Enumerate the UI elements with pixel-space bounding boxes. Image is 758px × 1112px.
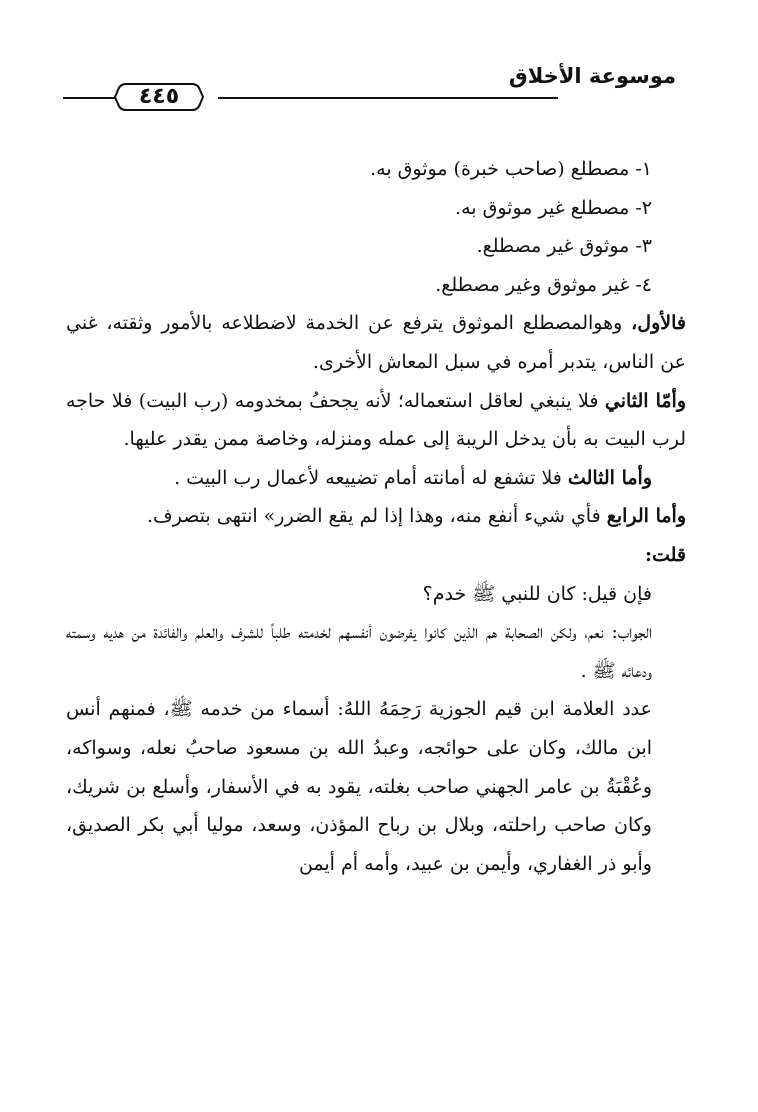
paragraph-first	[66, 304, 686, 381]
list-item-4: ٤- غير موثوق وغير مصطلع.	[435, 273, 652, 296]
page-body	[66, 150, 686, 883]
page-number-badge	[114, 80, 204, 114]
qult-heading: قلت:	[644, 543, 686, 566]
lead-third: وأما الثالث	[567, 466, 652, 489]
book-title: موسوعة الأخلاق	[508, 64, 676, 88]
ibn-qayyim-paragraph: عدد العلامة ابن قيم الجوزية رَحِمَهُ اللهُ: أسماء من خدمه ﷺ، فمنهم أنس ابن مالك، وكان على حوائجه، وعبدُ الله بن مسعود صاحبُ نعله، وسواكه، وعُقْبَةُ بن عامر الجهني صاحب بغلته، يقود به في الأسفار، وأسلع بن شريك، وكان صاحب راحلته، وبلال بن رباح المؤذن، وسعد، موليا أبي بكر الصديق، وأبو ذر الغفاري، وأيمن بن عبيد، وأمه أم أيمن	[66, 698, 652, 875]
text-third: فلا تشفع له أمانته أمام تضييعه لأعمال رب البيت .	[174, 466, 568, 489]
text-second: فلا ينبغي لعاقل استعماله؛ لأنه يجحفُ بمخدومه (رب البيت) فلا حاجه لرب البيت به بأن يدخل الريبة إلى عمله ومنزله، وخاصة ممن يقدر عليها.	[66, 389, 686, 451]
page-header	[0, 0, 758, 120]
paragraph-second	[66, 382, 686, 459]
lead-second: وأمّا الثاني	[604, 389, 687, 412]
text-first: وهوالمصطلع الموثوق يترفع عن الخدمة لاضطلاعه بالأمور وثقته، غني عن الناس، يتدبر أمره في سبل المعاش الأخرى.	[66, 312, 686, 373]
answer-paragraph: الجواب: نعم، ولكن الصحابة هم الذين كانوا يفرضون أنفسهم لخدمته طلباً للشرف والعلم والفائدة من هديه وسمته ودعائه ﷺ .	[66, 621, 652, 682]
text-fourth: فأي شيء أنفع منه، وهذا إذا لم يقع الضرر» انتهى بتصرف.	[146, 505, 607, 528]
page-number: ٤٤٥	[138, 84, 180, 109]
paragraph-third	[66, 459, 686, 498]
lead-fourth: وأما الرابع	[606, 505, 686, 528]
paragraph-fourth	[66, 497, 686, 536]
lead-first: فالأول،	[631, 312, 686, 335]
header-rule-right	[218, 97, 558, 99]
list-item-3: ٣- موثوق غير مصطلع.	[476, 235, 652, 258]
list-item-1: ١- مصطلع (صاحب خبرة) موثوق به.	[370, 158, 652, 180]
header-rule-left	[63, 97, 115, 99]
list-item-2: ٢- مصطلع غير موثوق به.	[455, 196, 652, 219]
question-paragraph: فإن قيل: كان للنبي ﷺ خدم؟	[422, 582, 652, 605]
